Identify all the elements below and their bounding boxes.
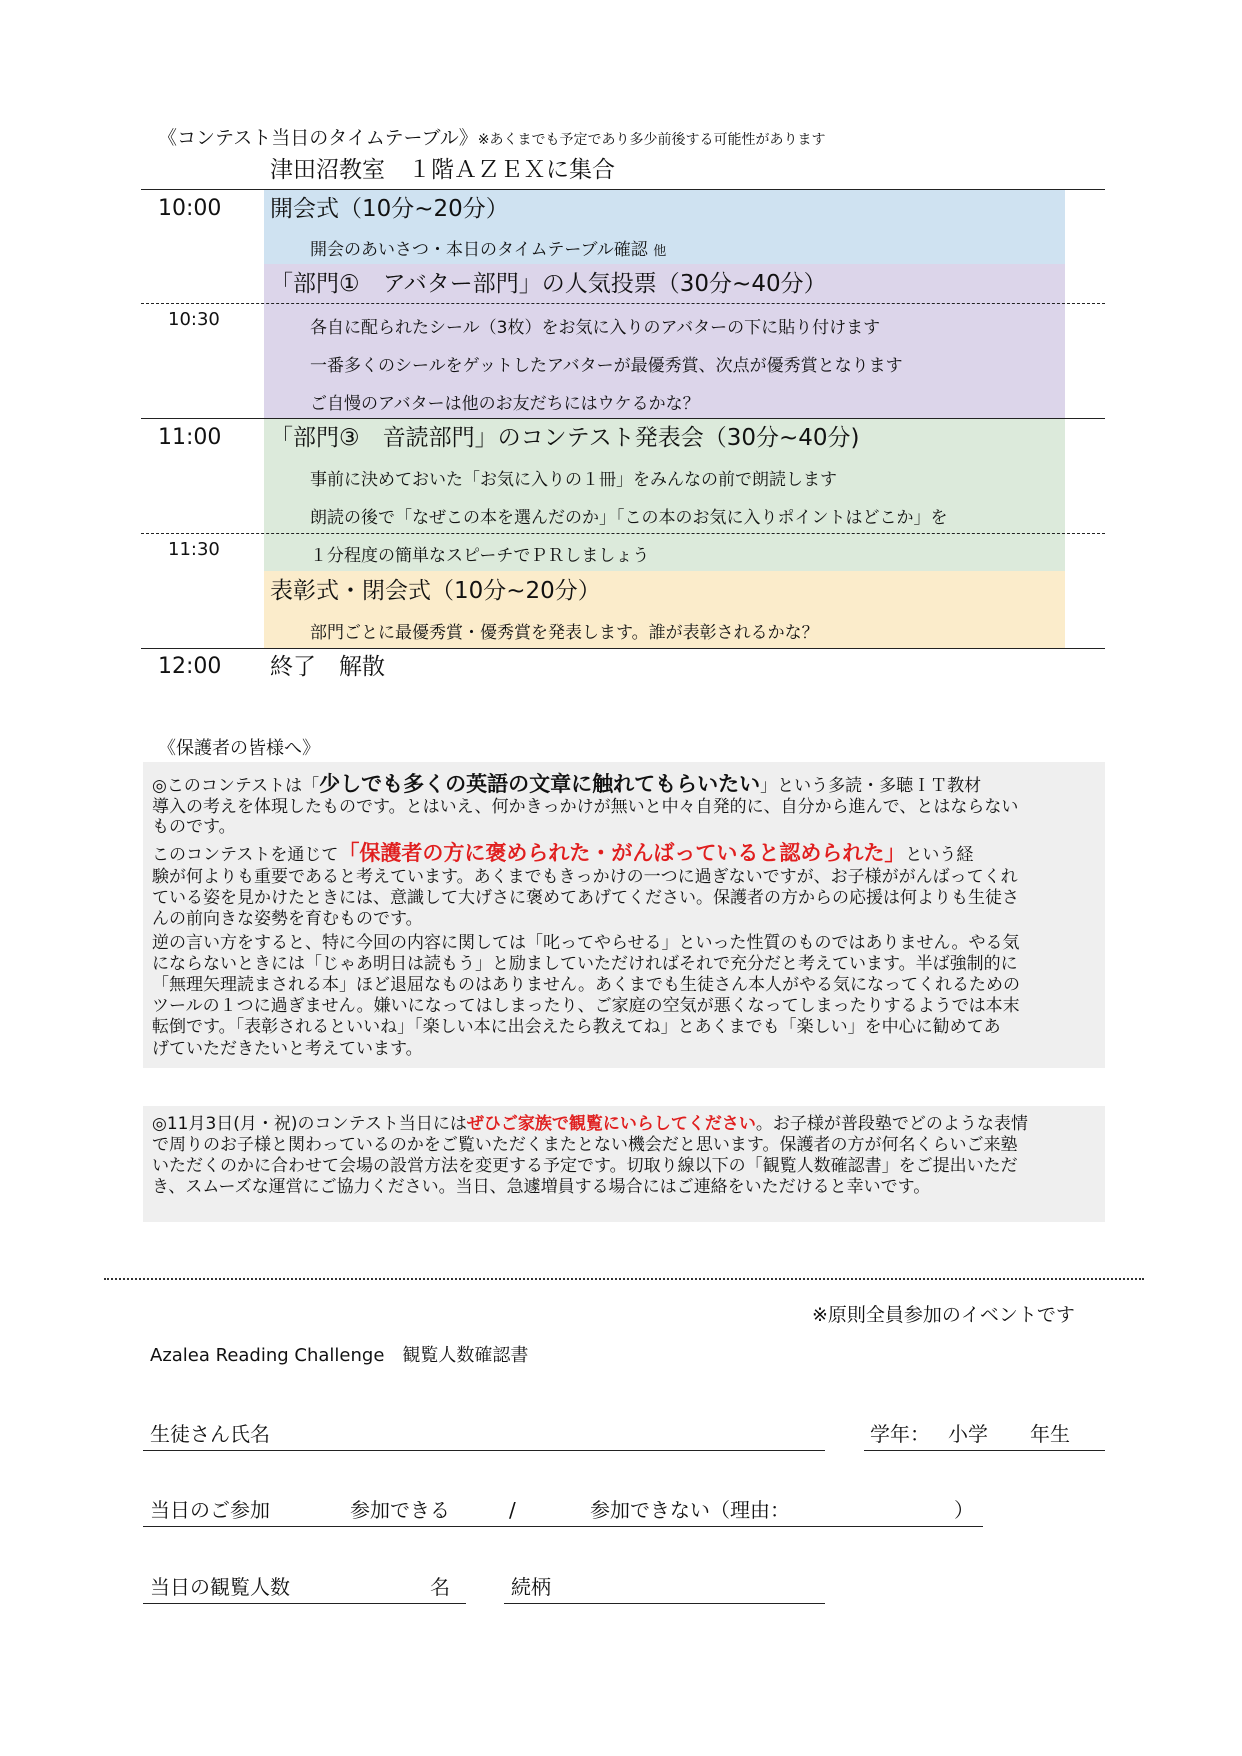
detail-avatar-3: ご自慢のアバターは他のお友だちにはウケるかな？ [310,394,700,414]
detail-reading-2: 朗読の後で「なぜこの本を選んだのか」「この本のお気に入りポイントはどこか」を [310,508,948,528]
box1-line-5: 験が何よりも重要であると考えています。あくまでもきっかけの一つに過ぎないですが、お子様ががんばってくれ [152,867,1018,887]
heading-award: 表彰式・閉会式（10分~20分） [270,578,601,604]
attend-no-option[interactable]: 参加できない（理由： [590,1498,790,1522]
detail-opening-small: 他 [653,244,667,259]
rule-1030 [141,303,1105,304]
detail-opening [310,242,666,259]
relation-field[interactable] [504,1603,825,1604]
attend-underline [143,1526,983,1527]
student-name-label: 生徒さん氏名 [150,1422,270,1446]
count-label: 当日の観覧人数 [150,1575,290,1599]
box1-line-8: 逆の言い方をすると、特に今回の内容に関しては「叱ってやらせる」といった性質のものではありません。やる気 [152,933,1020,953]
meeting-place: 津田沼教室 １階ＡＺＥＸに集合 [270,157,615,183]
box1-l4-emphasis: 「保護者の方に褒められた・がんばっていると認められた」 [338,841,906,865]
box1-line-2: 導入の考えを体現したものです。とはいえ、何かきっかけが無いと中々自発的に、自分から進んで、とはならない [152,797,1019,817]
count-unit: 名 [430,1575,450,1599]
cut-line [104,1278,1144,1280]
parents-title: 《保護者の皆様へ》 [158,738,320,759]
count-field[interactable] [143,1603,466,1604]
box1-l1-post: 」という多読・多聴ＩＴ教材 [760,776,982,796]
box1-l1-pre: ◎このコンテストは「 [152,776,320,796]
box2-l1-emphasis: ぜひご家族で観覧にいらしてください [466,1114,756,1134]
time-1130: 11:30 [168,539,220,560]
box1-line-1 [152,774,981,796]
attend-separator: / [509,1498,516,1522]
timetable-title-text: 《コンテスト当日のタイムテーブル》 [158,127,478,149]
relation-label: 続柄 [511,1575,551,1599]
form-title: Azalea Reading Challenge 観覧人数確認書 [150,1345,529,1366]
grade-suffix: 年生 [1030,1422,1070,1446]
attend-reason-field[interactable] [800,1498,950,1522]
time-1200: 12:00 [158,654,222,679]
grade-field[interactable] [864,1450,1105,1451]
grade-label: 学年： [870,1422,930,1446]
form-note: ※原則全員参加のイベントです [812,1304,1075,1326]
timetable-note: ※あくまでも予定であり多少前後する可能性があります [477,132,826,148]
attend-label: 当日のご参加 [150,1498,270,1522]
time-1030: 10:30 [168,309,220,330]
box1-line-12: 転倒です。｢表彰されるといいね｣「楽しい本に出会えたら教えてね」とあくまでも「楽しい」を中心に勧めてあ [152,1017,1001,1037]
detail-avatar-1: 各自に配られたシール（3枚）をお気に入りのアバターの下に貼り付けます [310,318,881,338]
rule-1200 [141,648,1105,649]
box2-l1-post: 。お子様が普段塾でどのような表情 [755,1114,1028,1134]
box2-line-1 [152,1114,1028,1134]
box1-line-9: にならないときには「じゃあ明日は読もう」と励ましていただければそれで充分だと考えています。半ば強制的に [152,954,1018,974]
time-1000: 10:00 [158,196,222,221]
timetable-title [158,129,826,148]
box1-line-4 [152,843,973,865]
student-name-field[interactable] [143,1450,825,1451]
box2-l1-pre: ◎11月3日(月・祝)のコンテスト当日には [152,1114,467,1134]
box2-line-2: で周りのお子様と関わっているのかをご覧いただくまたとない機会だと思います。保護者の方が何名くらいご来塾 [152,1135,1018,1155]
attend-yes-option[interactable]: 参加できる [350,1498,450,1522]
heading-end: 終了 解散 [270,654,385,680]
box2-line-3: いただくのかに合わせて会場の設営方法を変更する予定です。切取り線以下の「観覧人数確認書」をご提出いただ [152,1156,1018,1176]
grade-school: 小学 [948,1422,988,1446]
box1-l4-post: という経 [905,845,974,865]
detail-opening-text: 開会のあいさつ・本日のタイムテーブル確認 [310,240,648,260]
attend-close: ） [954,1498,974,1522]
detail-reading-3: １分程度の簡単なスピーチでＰＲしましょう [310,546,650,566]
rule-1100 [141,418,1105,419]
box1-line-10: 「無理矢理読まされる本」ほど退屈なものはありません。あくまでも生徒さん本人がやる気になってくれるための [152,975,1021,995]
box1-line-6: ている姿を見かけたときには、意識して大げさに褒めてあげてください。保護者の方からの応援は何よりも生徒さ [152,888,1019,908]
box1-l4-pre: このコンテストを通じて [152,845,339,865]
box1-l1-emphasis: 少しでも多くの英語の文章に触れてもらいたい [319,772,761,796]
rule-top [141,189,1105,190]
rule-1130 [141,533,1105,534]
box1-line-11: ツールの１つに過ぎません。嫌いになってはしまったり、ご家庭の空気が悪くなってしまったりするようでは本末 [152,996,1020,1016]
detail-award-1: 部門ごとに最優秀賞・優秀賞を発表します。誰が表彰されるかな？ [310,623,819,643]
heading-opening: 開会式（10分~20分） [270,196,509,222]
heading-reading: 「部門③ 音読部門」のコンテスト発表会（30分~40分) [270,425,860,451]
box1-line-13: げていただきたいと考えています。 [152,1039,423,1059]
heading-avatar: 「部門① アバター部門」の人気投票（30分~40分） [270,271,827,297]
box1-line-3: ものです。 [152,817,236,837]
time-1100: 11:00 [158,425,222,450]
detail-avatar-2: 一番多くのシールをゲットしたアバターが最優秀賞、次点が優秀賞となります [310,356,903,376]
box2-line-4: き、スムーズな運営にご協力ください。当日、急遽増員する場合にはご連絡をいただけると幸いです。 [152,1177,931,1197]
detail-reading-1: 事前に決めておいた「お気に入りの１冊」をみんなの前で朗読します [310,470,837,490]
box1-line-7: んの前向きな姿勢を育むものです。 [152,909,423,929]
